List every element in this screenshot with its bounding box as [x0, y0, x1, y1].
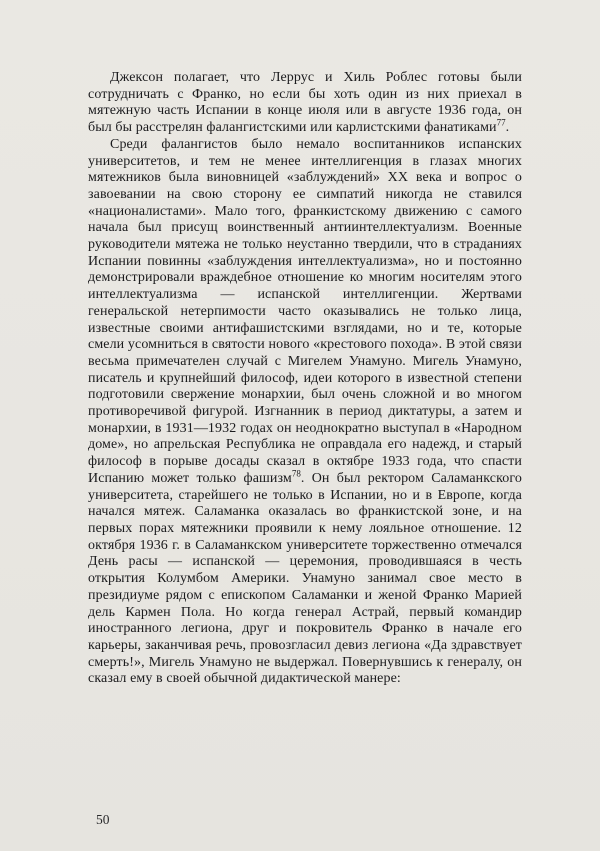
body-text: [88, 70, 522, 688]
paragraph-2: [88, 137, 522, 688]
paragraph-1: [88, 70, 522, 137]
text-segment: Среди фалангистов было немало воспитанников испанских университетов, и тем не менее интеллигенция в глазах многих мятежников была виновницей «заблуждений» XX века и вопрос о завоевании на свою сторону ее симпатий никогда не ставился «националистами». Мало того, франкистскому движению с самого начала был присущ воинственный антиинтеллектуализм. Военные руководители мятежа не только неустанно твердили, что в страданиях Испании повинны «заблуждения интеллектуализма», но и постоянно демонстрировали враждебное отношение ко многим носителям этого интеллектуализма — испанской интеллигенции. Жертвами генеральской нетерпимости часто оказывались не только лица, известные своими антифашистскими взглядами, но и те, которые смели усомниться в святости нового «крестового похода». В этой связи весьма примечателен случай с Мигелем Унамуно. Мигель Унамуно, писатель и крупнейший философ, идеи которого в известной степени подготовили свержение монархии, был очень сложной и во многом противоречивой фигурой. Изгнанник в период диктатуры, а затем и монархии, в 1931—1932 годах он неоднократно выступал в «Народном доме», но апрельская Республика не оправдала его надежд, и старый философ в порыве досады сказал в октябре 1933 года, что спасти Испанию может только фашизм: [88, 136, 522, 486]
text-segment: Джексон полагает, что Леррус и Хиль Роблес готовы были сотрудничать с Франко, но если бы хоть один из них приехал в мятежную часть Испании в конце июля или в августе 1936 года, он был бы расстрелян фалангистскими или карлистскими фанатиками: [88, 70, 522, 136]
footnote-ref-78: 78: [291, 468, 301, 479]
text-segment: .: [505, 120, 510, 136]
page-number: 50: [96, 812, 110, 827]
footnote-ref-77: 77: [496, 117, 506, 128]
text-segment: . Он был ректором Саламанкского университета, старейшего не только в Испании, но и в Европе, когда начался мятеж. Саламанка оказалась во франкистской зоне, и на первых порах мятежники проявили к нему лояльное отношение. 12 октября 1936 г. в Саламанкском университете торжественно отмечался День расы — испанской — церемония, проводившаяся в честь открытия Колумбом Америки. Унамуно занимал свое место в президиуме рядом с епископом Саламанки и женой Франко Марией дель Кармен Пола. Но когда генерал Астрай, первый командир иностранного легиона, друг и покровитель Франко в начале его карьеры, заканчивая речь, провозгласил девиз легиона «Да здравствует смерть!», Мигель Унамуно не выдержал. Повернувшись к генералу, он сказал ему в своей обычной дидактической манере:: [88, 470, 522, 687]
